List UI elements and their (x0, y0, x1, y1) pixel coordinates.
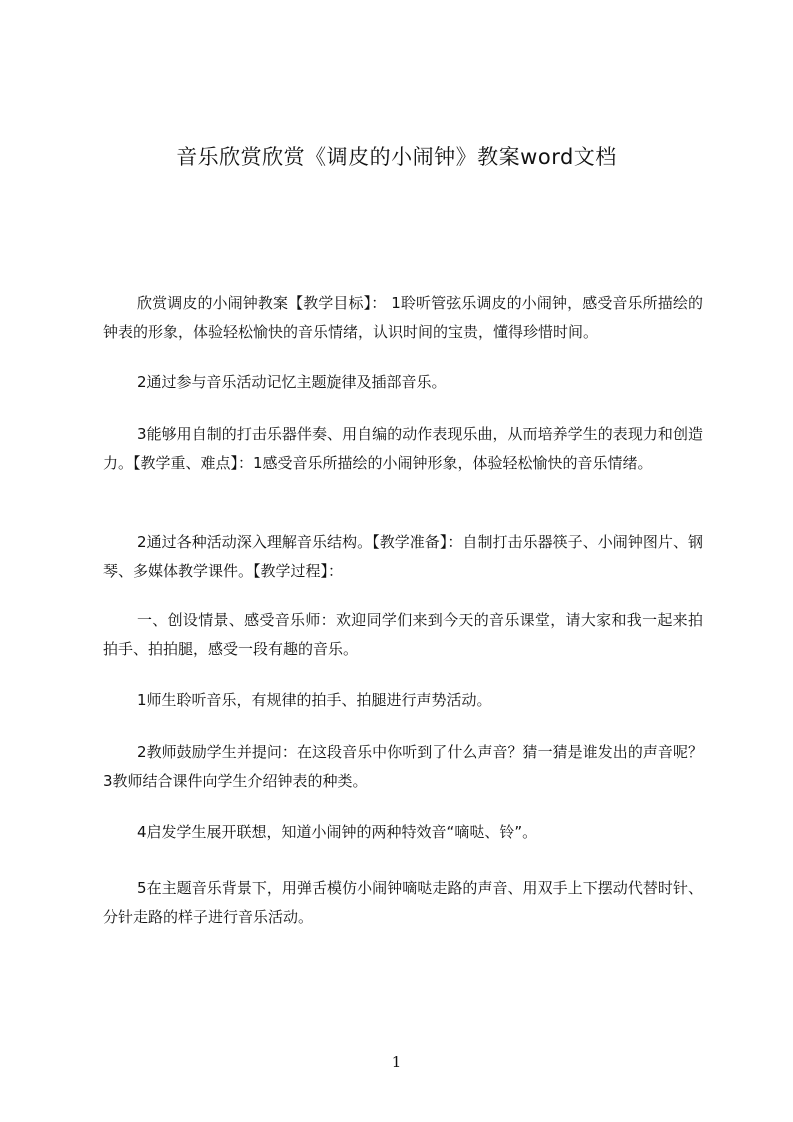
paragraph-step-5: 5在主题音乐背景下，用弹舌模仿小闹钟嘀哒走路的声音、用双手上下摆动代替时针、分针走路的样子进行音乐活动。 (103, 879, 703, 926)
paragraph-goal-3: 3能够用自制的打击乐器伴奏、用自编的动作表现乐曲，从而培养学生的表现力和创造力。【教学重、难点】：1感受音乐所描绘的小闹钟形象，体验轻松愉快的音乐情绪。 (103, 425, 703, 472)
paragraph-key-point-2: 2通过各种活动深入理解音乐结构。【教学准备】：自制打击乐器筷子、小闹钟图片、钢琴、多媒体教学课件。【教学过程】： (103, 533, 703, 580)
paragraph-step-1: 1师生聆听音乐，有规律的拍手、拍腿进行声势活动。 (137, 691, 492, 709)
paragraph-step-4: 4启发学生展开联想，知道小闹钟的两种特效音“嘀哒、铃”。 (137, 823, 538, 841)
page-number: 1 (391, 1053, 402, 1071)
paragraph-goal-2: 2通过参与音乐活动记忆主题旋律及插部音乐。 (137, 373, 447, 391)
document-title: 音乐欣赏欣赏《调皮的小闹钟》教案word文档 (176, 145, 617, 169)
paragraph-teaching-goals: 欣赏调皮的小闹钟教案【教学目标】： 1聆听管弦乐调皮的小闹钟，感受音乐所描绘的钟表的形象，体验轻松愉快的音乐情绪，认识时间的宝贵，懂得珍惜时间。 (103, 294, 703, 341)
paragraph-step-2: 2教师鼓励学生并提问：在这段音乐中你听到了什么声音？猜一猜是谁发出的声音呢？3教师结合课件向学生介绍钟表的种类。 (103, 743, 703, 790)
paragraph-process-1: 一、创设情景、感受音乐师：欢迎同学们来到今天的音乐课堂，请大家和我一起来拍拍手、拍拍腿，感受一段有趣的音乐。 (103, 611, 703, 658)
